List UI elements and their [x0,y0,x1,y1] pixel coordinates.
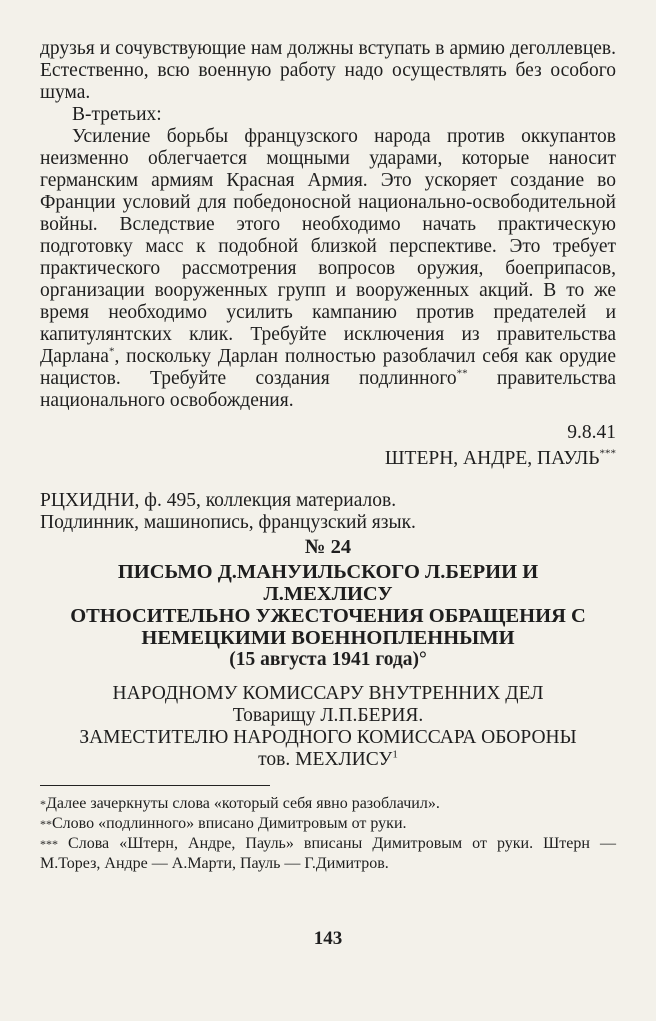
signature [40,448,616,470]
addressee-line-4 [40,749,616,771]
footnote-3-mark: *** [40,837,58,851]
addressee-line-1: НАРОДНОМУ КОМИССАРУ ВНУТРЕННИХ ДЕЛ [112,683,544,704]
addressee-block [40,683,616,771]
letter-date: 9.8.41 [567,422,616,443]
signature-text: ШТЕРН, АНДРЕ, ПАУЛЬ [384,448,600,469]
page-content [40,38,616,874]
footnote-3-text: Слова «Штерн, Андре, Пауль» вписаны Димитровым от руки. Штерн — М.Торез, Андре — А.Марти, Пауль — Г.Димитров. [40,835,616,872]
title-line-2: Л.МЕХЛИСУ [263,583,393,605]
paragraph-3-text: Усиление борьбы французского народа против оккупантов неизменно облегчается мощными ударами, которые наносит германским армиям Красная Армия. Это ускоряет создание во Франции условий для победоносной национально-освободительной войны. Вследствие этого необходимо начать практическую подготовку масс к подобной близкой перспективе. Это требует практического рассмотрения вопросов оружия, боеприпасов, организации вооруженных групп и вооруженных акций. В то же время необходимо усилить кампанию против предателей и капитулянтских клик. Требуйте исключения из правительства Дарлана [40,126,616,367]
footnote-ref-3[interactable]: *** [599,447,616,460]
paragraph-3-mid: , поскольку Дарлан полностью разоблачил себя как орудие нацистов. Требуйте создания подлинного [40,346,616,389]
footnote-ref-1[interactable]: * [108,345,115,358]
document-title [40,561,616,649]
archive-original-note: Подлинник, машинопись, французский язык. [40,512,416,533]
paragraph-2: В-третьих: [72,104,162,125]
footnote-ref-2[interactable]: ** [456,367,468,380]
document-date: (15 августа 1941 года)° [229,649,427,670]
footnote-divider [40,785,270,786]
footnote-1 [40,794,616,814]
footnote-2 [40,814,616,834]
document-number: № 24 [304,536,352,558]
archive-source: РЦХИДНИ, ф. 495, коллекция материалов. [40,490,397,511]
addressee-line-4-text: тов. МЕХЛИСУ [258,749,393,770]
footnote-2-text: Слово «подлинного» вписано Димитровым от руки. [52,815,407,832]
title-line-1: ПИСЬМО Д.МАНУИЛЬСКОГО Л.БЕРИИ И [117,561,539,583]
paragraph-1: друзья и сочувствующие нам должны вступать в армию деголлевцев. Естественно, всю военную работу надо осуществлять без особого шума. [40,38,616,103]
footnote-2-mark: ** [40,817,52,831]
addressee-line-2: Товарищу Л.П.БЕРИЯ. [232,705,424,726]
title-line-3: ОТНОСИТЕЛЬНО УЖЕСТОЧЕНИЯ ОБРАЩЕНИЯ С [70,605,586,627]
footnote-1-mark: * [40,797,46,811]
paragraph-3-end: правительства национального освобождения. [40,368,616,411]
page-number: 143 [313,928,343,949]
title-line-4: НЕМЕЦКИМИ ВОЕННОПЛЕННЫМИ [141,627,515,649]
endnote-ref-1[interactable]: 1 [392,748,398,761]
addressee-line-3: ЗАМЕСТИТЕЛЮ НАРОДНОГО КОМИССАРА ОБОРОНЫ [79,727,577,748]
footnote-3 [40,834,616,874]
paragraph-3 [40,126,616,412]
footnote-1-text: Далее зачеркнуты слова «который себя явно разоблачил». [46,795,440,812]
